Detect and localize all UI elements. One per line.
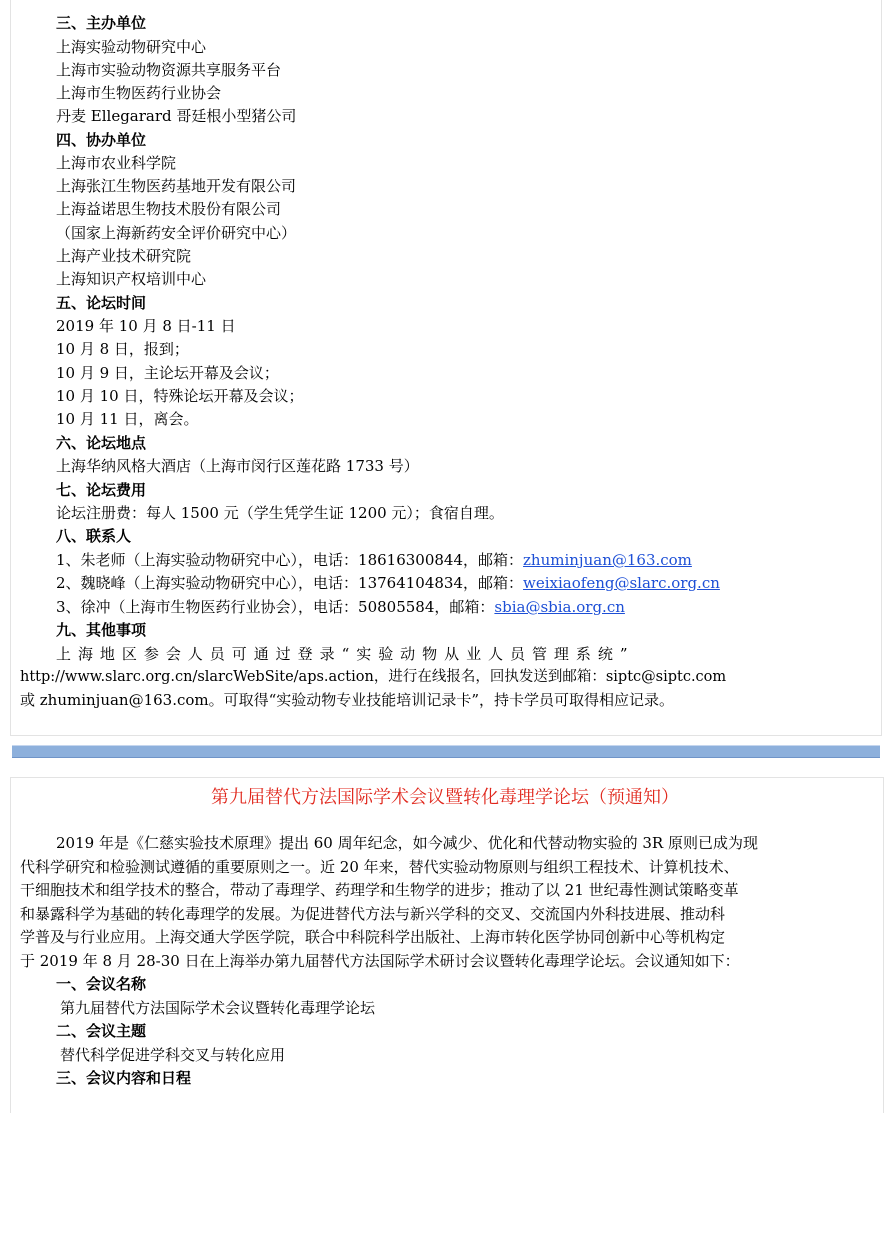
other-text-line: http://www.slarc.org.cn/slarcWebSite/aps.action，进行在线报名，回执发送到邮箱：siptc@siptc.com: [20, 669, 727, 685]
notice-heading-theme: 二、会议主题: [56, 1022, 147, 1040]
contact-email-link[interactable]: weixiaofeng@slarc.org.cn: [523, 574, 720, 592]
organizer-item: 上海市实验动物资源共享服务平台: [56, 61, 282, 79]
other-text-line: 上 海 地 区 参 会 人 员 可 通 过 登 录 “ 实 验 动 物 从 业 人 员 管 理 系 统 ”: [56, 645, 629, 663]
organizer-item: 上海实验动物研究中心: [56, 38, 207, 56]
time-item: 10 月 9 日，主论坛开幕及会议；: [56, 364, 279, 382]
contact-text: 1、朱老师（上海实验动物研究中心），电话：18616300844，邮箱：: [56, 551, 524, 569]
co-organizer-item: 上海市农业科学院: [56, 154, 177, 172]
notice-intro-line: 和暴露科学为基础的转化毒理学的发展。为促进替代方法与新兴学科的交叉、交流国内外科技进展、推动科: [20, 905, 726, 923]
section-heading-other: 九、其他事项: [56, 621, 147, 639]
co-organizer-item: 上海产业技术研究院: [56, 247, 192, 265]
contact-item: [56, 572, 720, 594]
co-organizer-item: （国家上海新药安全评价研究中心）: [56, 224, 297, 242]
contact-item: [56, 596, 625, 618]
notice-theme-text: 替代科学促进学科交叉与转化应用: [60, 1046, 286, 1064]
notice-intro-line: 于 2019 年 8 月 28-30 日在上海举办第九届替代方法国际学术研讨会议暨转化毒理学论坛。会议通知如下：: [20, 952, 740, 970]
contact-text: 2、魏晓峰（上海实验动物研究中心），电话：13764104834，邮箱：: [56, 574, 524, 592]
contact-text: 3、徐冲（上海市生物医药行业协会），电话：50805584，邮箱：: [56, 598, 495, 616]
notice-conference-name: 第九届替代方法国际学术会议暨转化毒理学论坛: [60, 999, 376, 1017]
co-organizer-item: 上海张江生物医药基地开发有限公司: [56, 177, 297, 195]
time-item: 10 月 11 日，离会。: [56, 410, 199, 428]
time-item: 2019 年 10 月 8 日-11 日: [56, 317, 236, 335]
contact-item: [56, 549, 692, 571]
notice-intro-line: 干细胞技术和组学技术的整合，带动了毒理学、药理学和生物学的进步；推动了以 21 世纪毒性测试策略变革: [20, 881, 739, 899]
section-heading-contacts: 八、联系人: [56, 527, 132, 545]
fee-text: 论坛注册费：每人 1500 元（学生凭学生证 1200 元）；食宿自理。: [56, 504, 504, 522]
organizer-item: 上海市生物医药行业协会: [56, 84, 222, 102]
organizer-item: 丹麦 Ellegarard 哥廷根小型猪公司: [56, 107, 297, 125]
notice-intro-line: 代科学研究和检验测试遵循的重要原则之一。近 20 年来，替代实验动物原则与组织工程技术、计算机技术、: [20, 858, 739, 876]
contact-email-link[interactable]: zhuminjuan@163.com: [523, 551, 692, 569]
notice-intro-line: 2019 年是《仁慈实验技术原理》提出 60 周年纪念，如今减少、优化和代替动物实验的 3R 原则已成为现: [56, 834, 758, 852]
co-organizer-item: 上海知识产权培训中心: [56, 270, 207, 288]
notice-title: 第九届替代方法国际学术会议暨转化毒理学论坛（预通知）: [211, 787, 679, 808]
time-item: 10 月 10 日，特殊论坛开幕及会议；: [56, 387, 304, 405]
section-heading-fee: 七、论坛费用: [56, 481, 147, 499]
section-divider-bar: [12, 745, 880, 758]
section-heading-venue: 六、论坛地点: [56, 434, 147, 452]
section-heading-co-organizers: 四、协办单位: [56, 131, 147, 149]
section-heading-time: 五、论坛时间: [56, 294, 147, 312]
notice-heading-name: 一、会议名称: [56, 975, 147, 993]
notice-intro-line: 学普及与行业应用。上海交通大学医学院，联合中科院科学出版社、上海市转化医学协同创新中心等机构定: [20, 928, 726, 946]
section-heading-organizers: 三、主办单位: [56, 14, 147, 32]
notice-heading-schedule: 三、会议内容和日程: [56, 1069, 192, 1087]
co-organizer-item: 上海益诺思生物技术股份有限公司: [56, 200, 282, 218]
time-item: 10 月 8 日，报到；: [56, 340, 189, 358]
contact-email-link[interactable]: sbia@sbia.org.cn: [494, 598, 625, 616]
venue-text: 上海华纳风格大酒店（上海市闵行区莲花路 1733 号）: [56, 457, 419, 475]
other-text-line: 或 zhuminjuan@163.com。可取得“实验动物专业技能培训记录卡”，持卡学员可取得相应记录。: [20, 691, 674, 709]
